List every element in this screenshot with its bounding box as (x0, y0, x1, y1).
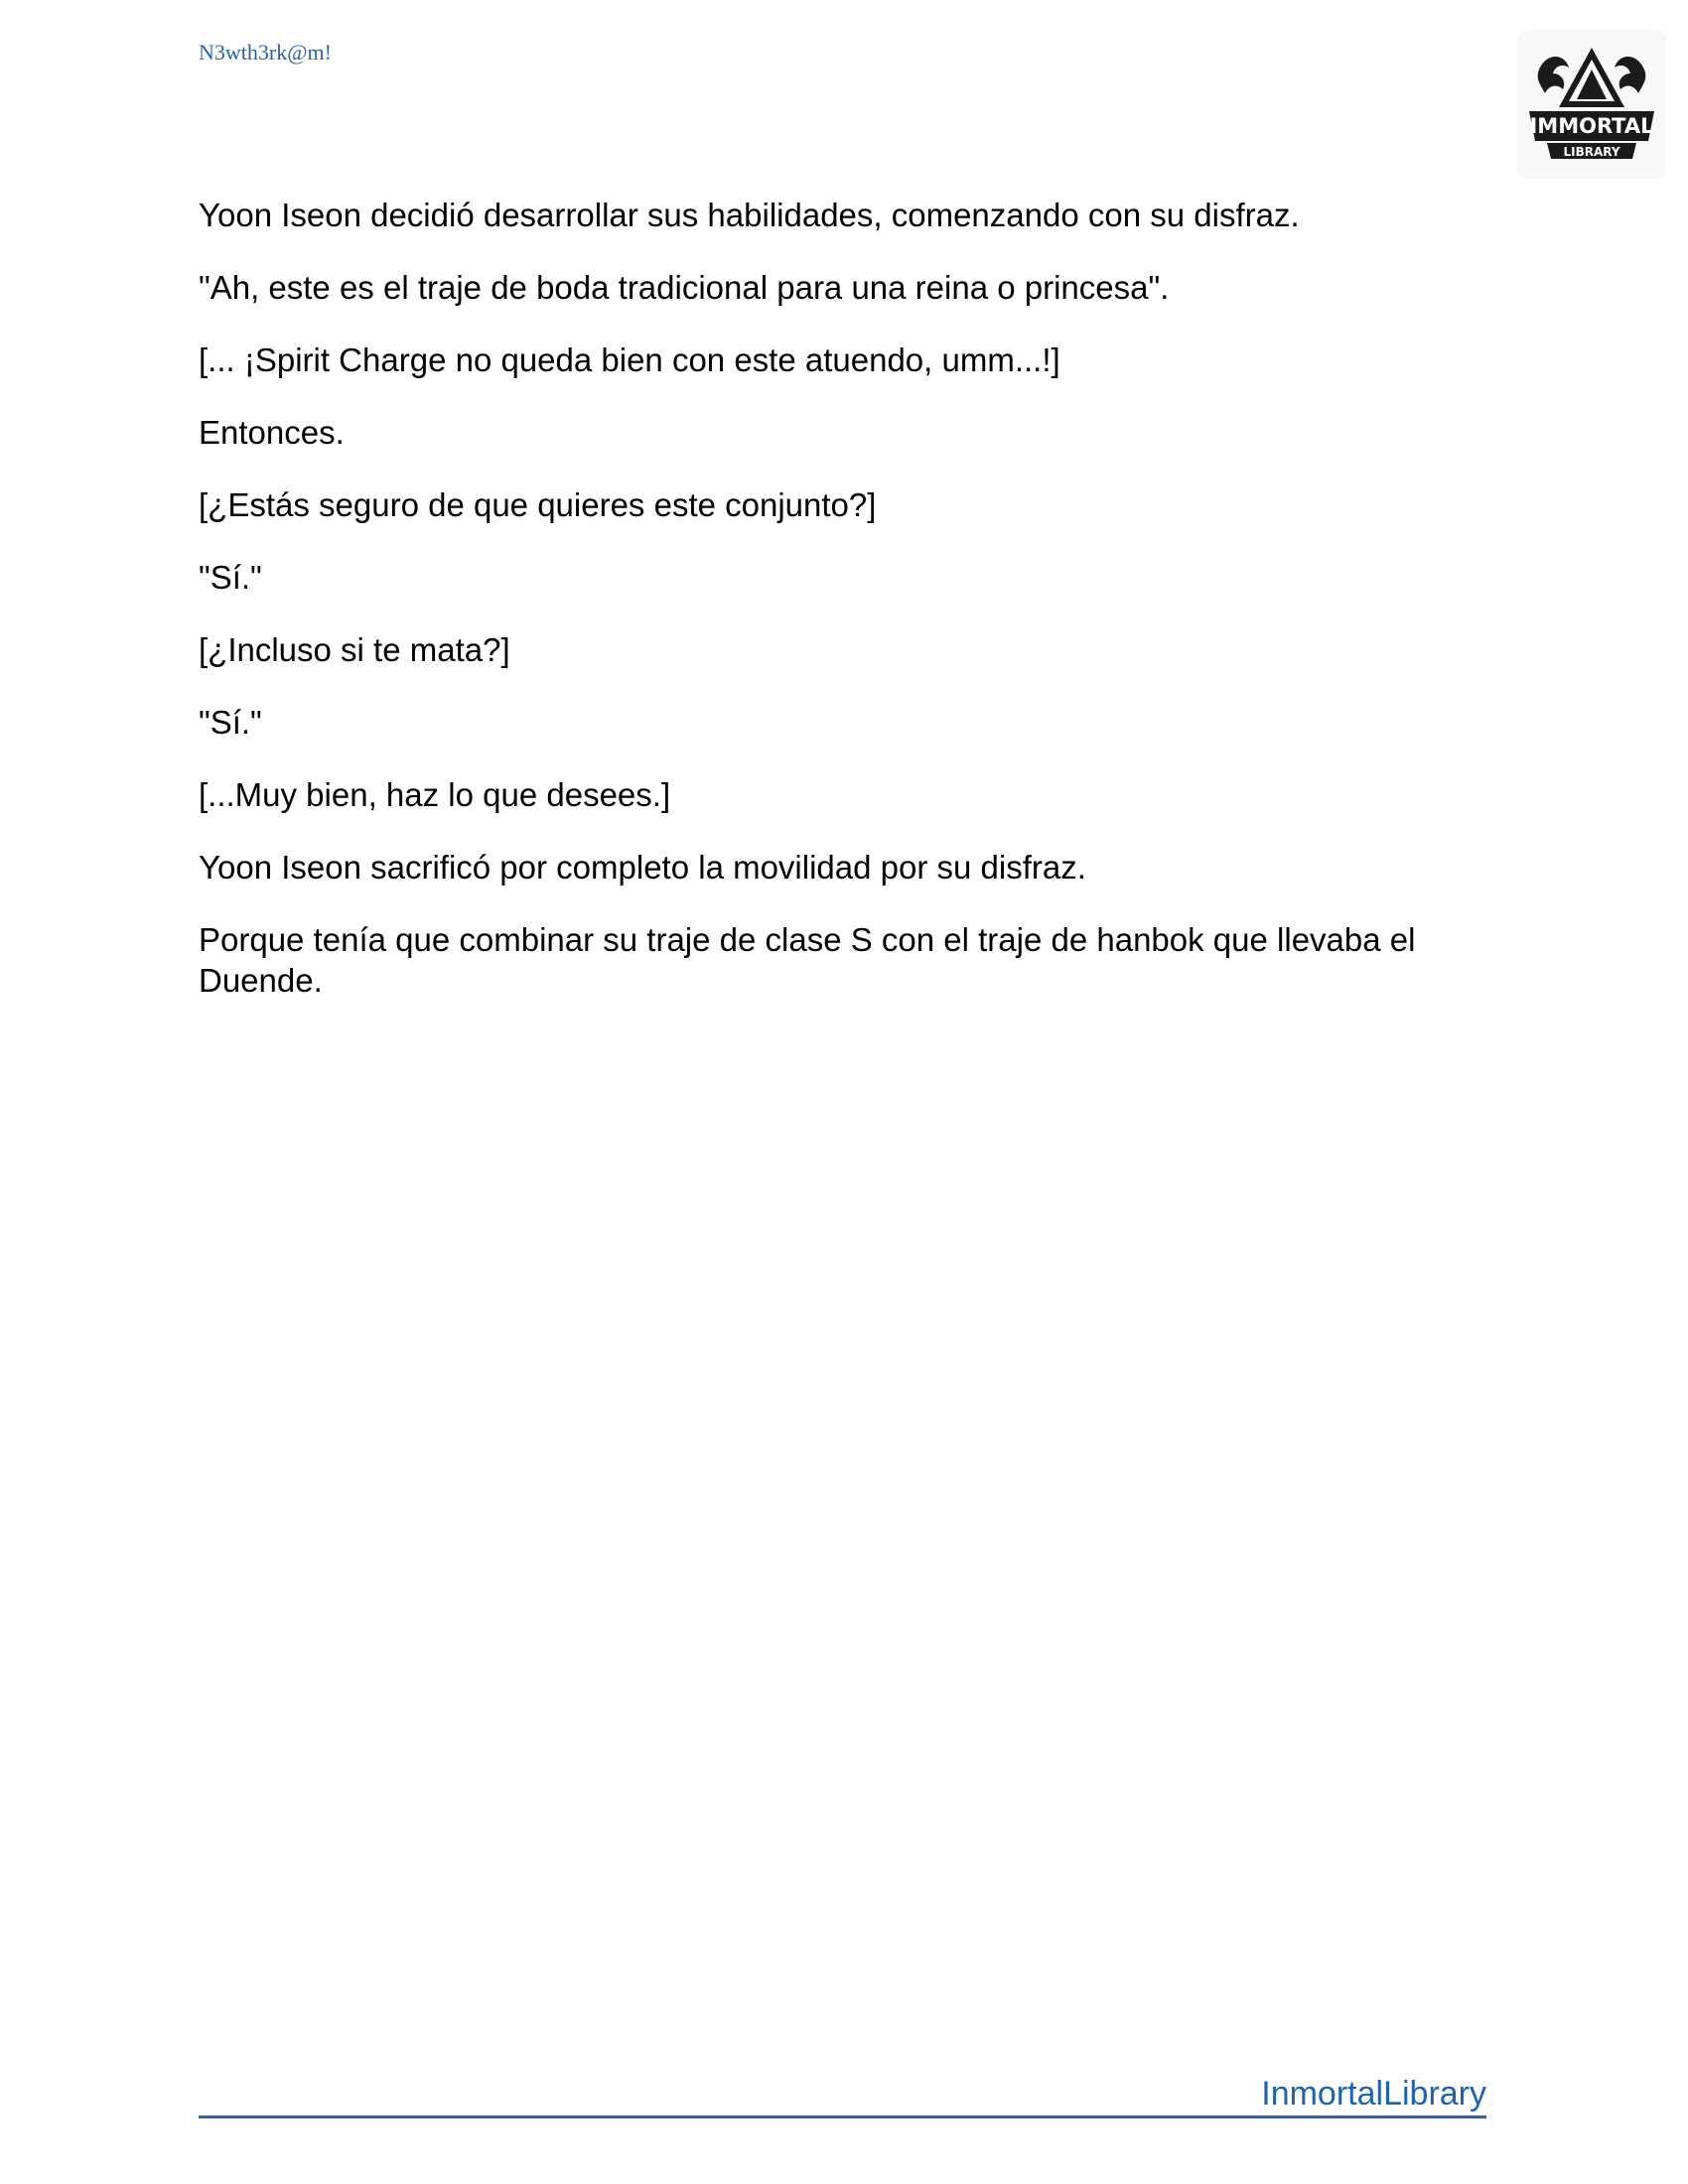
document-body (199, 195, 1479, 1032)
logo-line2: LIBRARY (1563, 145, 1620, 159)
paragraph: Porque tenía que combinar su traje de clase S con el traje de hanbok que llevaba el Duende. (199, 921, 1416, 999)
paragraph: [¿Incluso si te mata?] (199, 631, 510, 668)
footer-link[interactable]: InmortalLibrary (1261, 2075, 1486, 2113)
paragraph: "Sí." (199, 559, 262, 596)
paragraph: [¿Estás seguro de que quieres este conjunto?] (199, 486, 877, 523)
paragraph: "Ah, este es el traje de boda tradicional para una reina o princesa". (199, 269, 1170, 306)
footer-divider (199, 2116, 1486, 2118)
logo-line1: IMMORTAL (1529, 114, 1654, 138)
paragraph: "Sí." (199, 704, 262, 741)
paragraph: Yoon Iseon decidió desarrollar sus habilidades, comenzando con su disfraz. (199, 197, 1300, 233)
paragraph: [...Muy bien, haz lo que desees.] (199, 776, 671, 813)
paragraph: Entonces. (199, 414, 345, 451)
header-watermark: N3wth3rk@m! (199, 40, 332, 65)
immortal-library-logo (1517, 30, 1666, 179)
paragraph: [... ¡Spirit Charge no queda bien con este atuendo, umm...!] (199, 341, 1060, 378)
paragraph: Yoon Iseon sacrificó por completo la movilidad por su disfraz. (199, 849, 1086, 886)
